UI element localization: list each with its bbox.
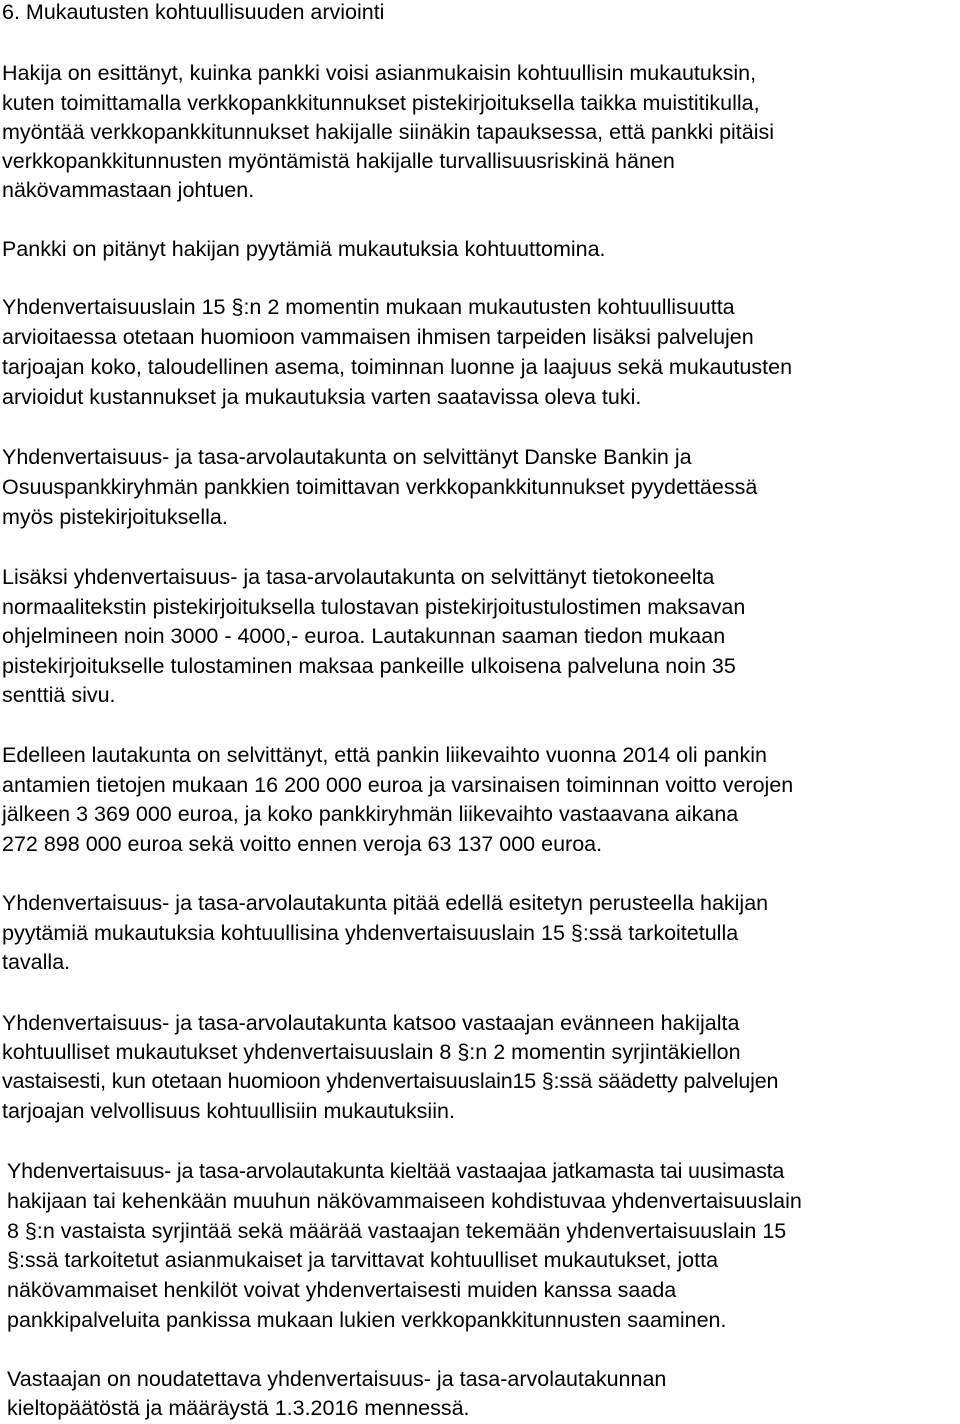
paragraph-line: myös pistekirjoituksella. xyxy=(2,505,228,529)
paragraph-line: verkkopankkitunnusten myöntämistä hakijalle turvallisuusriskinä hänen xyxy=(2,149,675,173)
paragraph-line: tavalla. xyxy=(2,950,71,974)
paragraph-line: kuten toimittamalla verkkopankkitunnukset pistekirjoituksella taikka muistitikulla, xyxy=(2,91,760,115)
paragraph-line: pankkipalveluita pankissa mukaan lukien verkkopankkitunnusten saaminen. xyxy=(7,1308,727,1332)
paragraph-line: arvioidut kustannukset ja mukautuksia varten saatavissa oleva tuki. xyxy=(2,385,642,409)
paragraph-line: Yhdenvertaisuus- ja tasa-arvolautakunta pitää edellä esitetyn perusteella hakijan xyxy=(2,891,769,915)
paragraph-line: myöntää verkkopankkitunnukset hakijalle siinäkin tapauksessa, että pankki pitäisi xyxy=(2,120,775,144)
paragraph-line: kieltopäätöstä ja määräystä 1.3.2016 mennessä. xyxy=(7,1396,470,1420)
paragraph-line: hakijaan tai kehenkään muuhun näkövammaiseen kohdistuvaa yhdenvertaisuuslain xyxy=(7,1189,802,1213)
paragraph-line: Vastaajan on noudatettava yhdenvertaisuus- ja tasa-arvolautakunnan xyxy=(7,1367,667,1391)
paragraph-line: Yhdenvertaisuus- ja tasa-arvolautakunta on selvittänyt Danske Bankin ja xyxy=(2,445,692,469)
paragraph-line: Hakija on esittänyt, kuinka pankki voisi asianmukaisin kohtuullisin mukautuksin, xyxy=(2,61,757,85)
paragraph-line: pistekirjoitukselle tulostaminen maksaa pankeille ulkoisena palveluna noin 35 xyxy=(2,654,736,678)
paragraph-line: 272 898 000 euroa sekä voitto ennen veroja 63 137 000 euroa. xyxy=(2,832,603,856)
paragraph-line: Yhdenvertaisuus- ja tasa-arvolautakunta kieltää vastaajaa jatkamasta tai uusimasta xyxy=(7,1159,785,1183)
paragraph-line: arvioitaessa otetaan huomioon vammaisen ihmisen tarpeiden lisäksi palvelujen xyxy=(2,325,754,349)
paragraph-line: tarjoajan velvollisuus kohtuullisiin mukautuksiin. xyxy=(2,1099,455,1123)
paragraph-line: pyytämiä mukautuksia kohtuullisina yhdenvertaisuuslain 15 §:ssä tarkoitetulla xyxy=(2,921,739,945)
paragraph-line: Pankki on pitänyt hakijan pyytämiä mukautuksia kohtuuttomina. xyxy=(2,237,606,261)
paragraph-line: antamien tietojen mukaan 16 200 000 euroa ja varsinaisen toiminnan voitto verojen xyxy=(2,773,794,797)
paragraph-line: 8 §:n vastaista syrjintää sekä määrää vastaajan tekemään yhdenvertaisuuslain 15 xyxy=(7,1219,787,1243)
paragraph-line: Lisäksi yhdenvertaisuus- ja tasa-arvolautakunta on selvittänyt tietokoneelta xyxy=(2,565,715,589)
paragraph-line: Edelleen lautakunta on selvittänyt, että pankin liikevaihto vuonna 2014 oli pankin xyxy=(2,743,767,767)
section-heading: 6. Mukautusten kohtuullisuuden arviointi xyxy=(2,0,385,24)
paragraph-line: senttiä sivu. xyxy=(2,683,116,707)
paragraph-line: vastaisesti, kun otetaan huomioon yhdenvertaisuuslain15 §:ssä säädetty palvelujen xyxy=(2,1069,779,1093)
paragraph-line: tarjoajan koko, taloudellinen asema, toiminnan luonne ja laajuus sekä mukautusten xyxy=(2,355,793,379)
paragraph-line: normaalitekstin pistekirjoituksella tulostavan pistekirjoitustulostimen maksavan xyxy=(2,595,746,619)
paragraph-line: näkövammastaan johtuen. xyxy=(2,178,255,202)
paragraph-line: §:ssä tarkoitetut asianmukaiset ja tarvittavat kohtuulliset mukautukset, jotta xyxy=(7,1248,719,1272)
paragraph-line: Osuuspankkiryhmän pankkien toimittavan verkkopankkitunnukset pyydettäessä xyxy=(2,475,758,499)
paragraph-line: kohtuulliset mukautukset yhdenvertaisuuslain 8 §:n 2 momentin syrjintäkiellon xyxy=(2,1040,741,1064)
paragraph-line: Yhdenvertaisuus- ja tasa-arvolautakunta katsoo vastaajan evänneen hakijalta xyxy=(2,1011,740,1035)
paragraph-line: Yhdenvertaisuuslain 15 §:n 2 momentin mukaan mukautusten kohtuullisuutta xyxy=(2,295,735,319)
paragraph-line: näkövammaiset henkilöt voivat yhdenvertaisesti muiden kanssa saada xyxy=(7,1278,677,1302)
paragraph-line: ohjelmineen noin 3000 - 4000,- euroa. Lautakunnan saaman tiedon mukaan xyxy=(2,624,726,648)
paragraph-line: jälkeen 3 369 000 euroa, ja koko pankkiryhmän liikevaihto vastaavana aikana xyxy=(2,802,739,826)
